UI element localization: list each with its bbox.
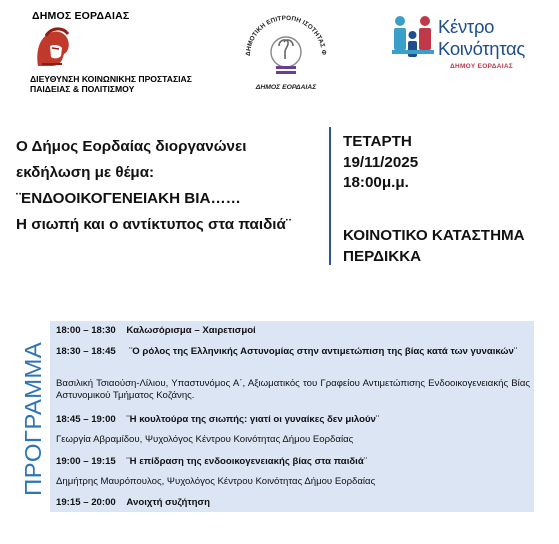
venue-line-2: ΠΕΡΔΙΚΚΑ	[343, 247, 422, 265]
program-item-time: 19:00 – 19:15	[56, 456, 116, 467]
event-venue	[343, 226, 525, 267]
intro-line-2: εκδήλωση με θέμα:	[16, 164, 155, 181]
program-item-1	[56, 325, 530, 337]
equality-symbol-icon	[271, 37, 301, 74]
municipality-logo	[22, 10, 212, 100]
community-center-line2: Κοινότητας	[438, 38, 526, 59]
event-date: 19/11/2025	[343, 153, 419, 171]
svg-text:ΔΗΜΟΤΙΚΗ ΕΠΙΤΡΟΠΗ ΙΣΟΤΗΤΑΣ ΦΥΛ	[236, 4, 327, 56]
event-day: ΤΕΤΑΡΤΗ	[343, 133, 412, 150]
department-name: ΔΙΕΥΘΥΝΣΗ ΚΟΙΝΩΝΙΚΗΣ ΠΡΟΣΤΑΣΙΑΣ ΠΑΙΔΕΙΑΣ & ΠΟΛΙΤΙΣΜΟΥ	[30, 74, 192, 94]
program-item-title: ¨Ο ρόλος της Ελληνικής Αστυνομίας στην αντιμετώπιση της βίας κατά των γυναικών¨	[129, 346, 518, 357]
intro-line-1: Ο Δήμος Εορδαίας διοργανώνει	[16, 138, 247, 155]
program-item-2-detail: Βασιλική Τσιαούση-Λίλιου, Υπαστυνόμος Α΄, Αξιωματικός του Γραφείου Αντιμετώπισης Ενδοοικογενειακής Βίας Αστυνομικού Τμήματος Κοζάνης.	[56, 378, 530, 402]
committee-bottom-text: ΔΗΜΟΣ ΕΟΡΔΑΙΑΣ	[255, 84, 317, 91]
program-item-title: Καλωσόρισμα – Χαιρετισμοί	[126, 325, 256, 336]
program-item-time: 18:00 – 18:30	[56, 325, 116, 336]
community-center-line1: Κέντρο	[438, 16, 495, 37]
intro-line-3: ¨ΕΝΔΟΟΙΚΟΓΕΝΕΙΑΚΗ ΒΙΑ……	[16, 190, 241, 207]
program-vertical-label	[14, 338, 46, 500]
program-item-4	[56, 456, 530, 468]
program-item-3	[56, 414, 530, 426]
intro-line-4: Η σιωπή και ο αντίκτυπος στα παιδιά¨	[16, 216, 291, 233]
community-center-logo	[390, 12, 540, 76]
program-item-2	[56, 346, 530, 358]
program-item-4-detail: Δημήτρης Μαυρόπουλος, Ψυχολόγος Κέντρου Κοινότητας Δήμου Εορδαίας	[56, 476, 376, 487]
family-icon	[390, 14, 436, 64]
vertical-divider	[329, 127, 331, 265]
municipality-name: ΔΗΜΟΣ ΕΟΡΔΑΙΑΣ	[32, 10, 130, 22]
community-center-sub: ΔΗΜΟΥ ΕΟΡΔΑΙΑΣ	[450, 63, 514, 70]
program-item-title: ¨Η επίδραση της ενδοοικογενειακής βίας στα παιδιά¨	[126, 456, 367, 467]
committee-arc-text: ΔΗΜΟΤΙΚΗ ΕΠΙΤΡΟΠΗ ΙΣΟΤΗΤΑΣ Φ	[244, 14, 328, 57]
committee-seal	[236, 4, 334, 96]
event-datetime	[343, 132, 418, 194]
program-item-time: 19:15 – 20:00	[56, 497, 116, 508]
program-item-3-detail: Γεωργία Αβραμίδου, Ψυχολόγος Κέντρου Κοινότητας Δήμου Εορδαίας	[56, 434, 354, 445]
venue-line-1: ΚΟΙΝΟΤΙΚΟ ΚΑΤΑΣΤΗΜΑ	[343, 227, 525, 244]
program-item-title: Ανοιχτή συζήτηση	[126, 497, 210, 508]
program-item-time: 18:30 – 18:45	[56, 346, 116, 357]
helmet-icon	[32, 26, 72, 77]
program-item-time: 18:45 – 19:00	[56, 414, 116, 425]
event-time: 18:00μ.μ.	[343, 174, 409, 191]
program-item-5	[56, 497, 530, 509]
program-label-text: ΠΡΟΓΡΑΜΜΑ	[20, 345, 46, 496]
program-item-title: ¨Η κουλτούρα της σιωπής: γιατί οι γυναίκες δεν μιλούν¨	[126, 414, 380, 425]
event-intro	[16, 134, 326, 238]
